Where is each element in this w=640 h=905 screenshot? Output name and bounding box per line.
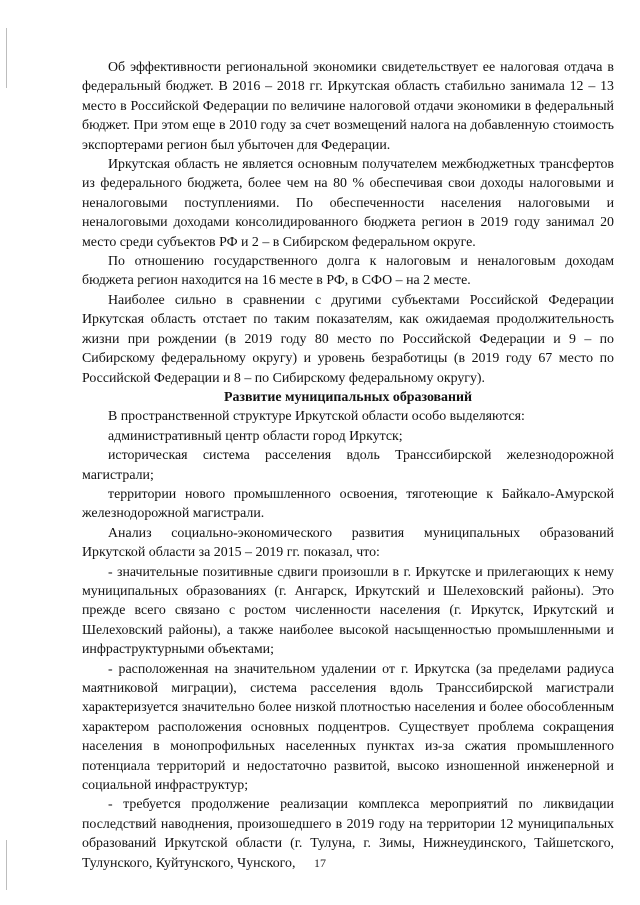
paragraph-admin-center: административный центр области город Иркутск;: [108, 428, 403, 444]
scan-edge-mark-top: [6, 28, 7, 88]
document-page: [82, 58, 614, 873]
paragraph-flood-recovery: - требуется продолжение реализации комплекса мероприятий по ликвидации последствий наводнения, произошедшего в 2019 году на территории 12 муниципальных образований Иркутской области (г. Тулуна, г. Зимы, Нижнеудинского, Тайшетского, Тулунского, Куйтунского, Чунского,: [82, 797, 614, 871]
paragraph-tax-efficiency: Об эффективности региональной экономики свидетельствует ее налоговая отдача в федеральный бюджет. В 2016 – 2018 гг. Иркутская область стабильно занимала 12 – 13 место в Российской Федерации по величине налоговой отдачи экономики в федеральный бюджет. При этом еще в 2010 году за счет возмещений налога на добавленную стоимость экспортерами регион был убыточен для Федерации.: [82, 60, 614, 153]
paragraph-transsib-settlement: историческая система расселения вдоль Транссибирской железнодорожной магистрали;: [82, 448, 614, 483]
paragraph-state-debt: По отношению государственного долга к налоговым и неналоговым доходам бюджета регион находится на 16 месте в РФ, в СФО – на 2 месте.: [82, 254, 614, 289]
paragraph-lagging-indicators: Наиболее сильно в сравнении с другими субъектами Российской Федерации Иркутская область отстает по таким показателям, как ожидаемая продолжительность жизни при рождении (в 2019 году 80 место по Российской Федерации и 9 – по Сибирскому федеральному округу) и уровень безработицы (в 2019 году 67 место по Российской Федерации и 8 – по Сибирскому федеральному округу).: [82, 292, 614, 386]
paragraph-remote-settlement: - расположенная на значительном удалении от г. Иркутска (за пределами радиуса маятниковой миграции), система расселения вдоль Транссибирской магистрали характеризуется значительно более низкой плотностью населения и более обособленным характером расположения основных подцентров. Существует проблема сокращения населения в монопрофильных населенных пунктах из-за сжатия промышленного потенциала территорий и недостаточно развитой, высоко изношенной инженерной и социальной инфраструктур;: [82, 661, 614, 794]
section-heading: Развитие муниципальных образований: [224, 389, 472, 405]
paragraph-new-industrial-territories: территории нового промышленного освоения, тяготеющие к Байкало-Амурской железнодорожной магистрали.: [82, 486, 614, 522]
paragraph-interbudget-transfers: Иркутская область не является основным получателем межбюджетных трансфертов из федерального бюджета, более чем на 80 % обеспечивая свои доходы налоговыми и неналоговыми поступлениями. По обеспеченности населения налоговыми и неналоговыми доходами консолидированного бюджета регион в 2019 году занимал 20 место среди субъектов РФ и 2 – в Сибирском федеральном округе.: [82, 157, 614, 250]
page-number: 17: [314, 856, 326, 870]
paragraph-spatial-structure: В пространственной структуре Иркутской области особо выделяются:: [108, 409, 525, 425]
paragraph-analysis-intro: Анализ социально-экономического развития муниципальных образований Иркутской области за 2015 – 2019 гг. показал, что:: [82, 525, 614, 561]
paragraph-irkutsk-shifts: - значительные позитивные сдвиги произошли в г. Иркутске и прилегающих к нему муниципальных образованиях (г. Ангарск, Иркутский и Шелеховский районы). Это прежде всего связано с ростом численности населения (г. Иркутск, Иркутский и Шелеховский районы), а также наиболее высокой насыщенностью промышленными и инфраструктурными объектами;: [82, 564, 614, 658]
